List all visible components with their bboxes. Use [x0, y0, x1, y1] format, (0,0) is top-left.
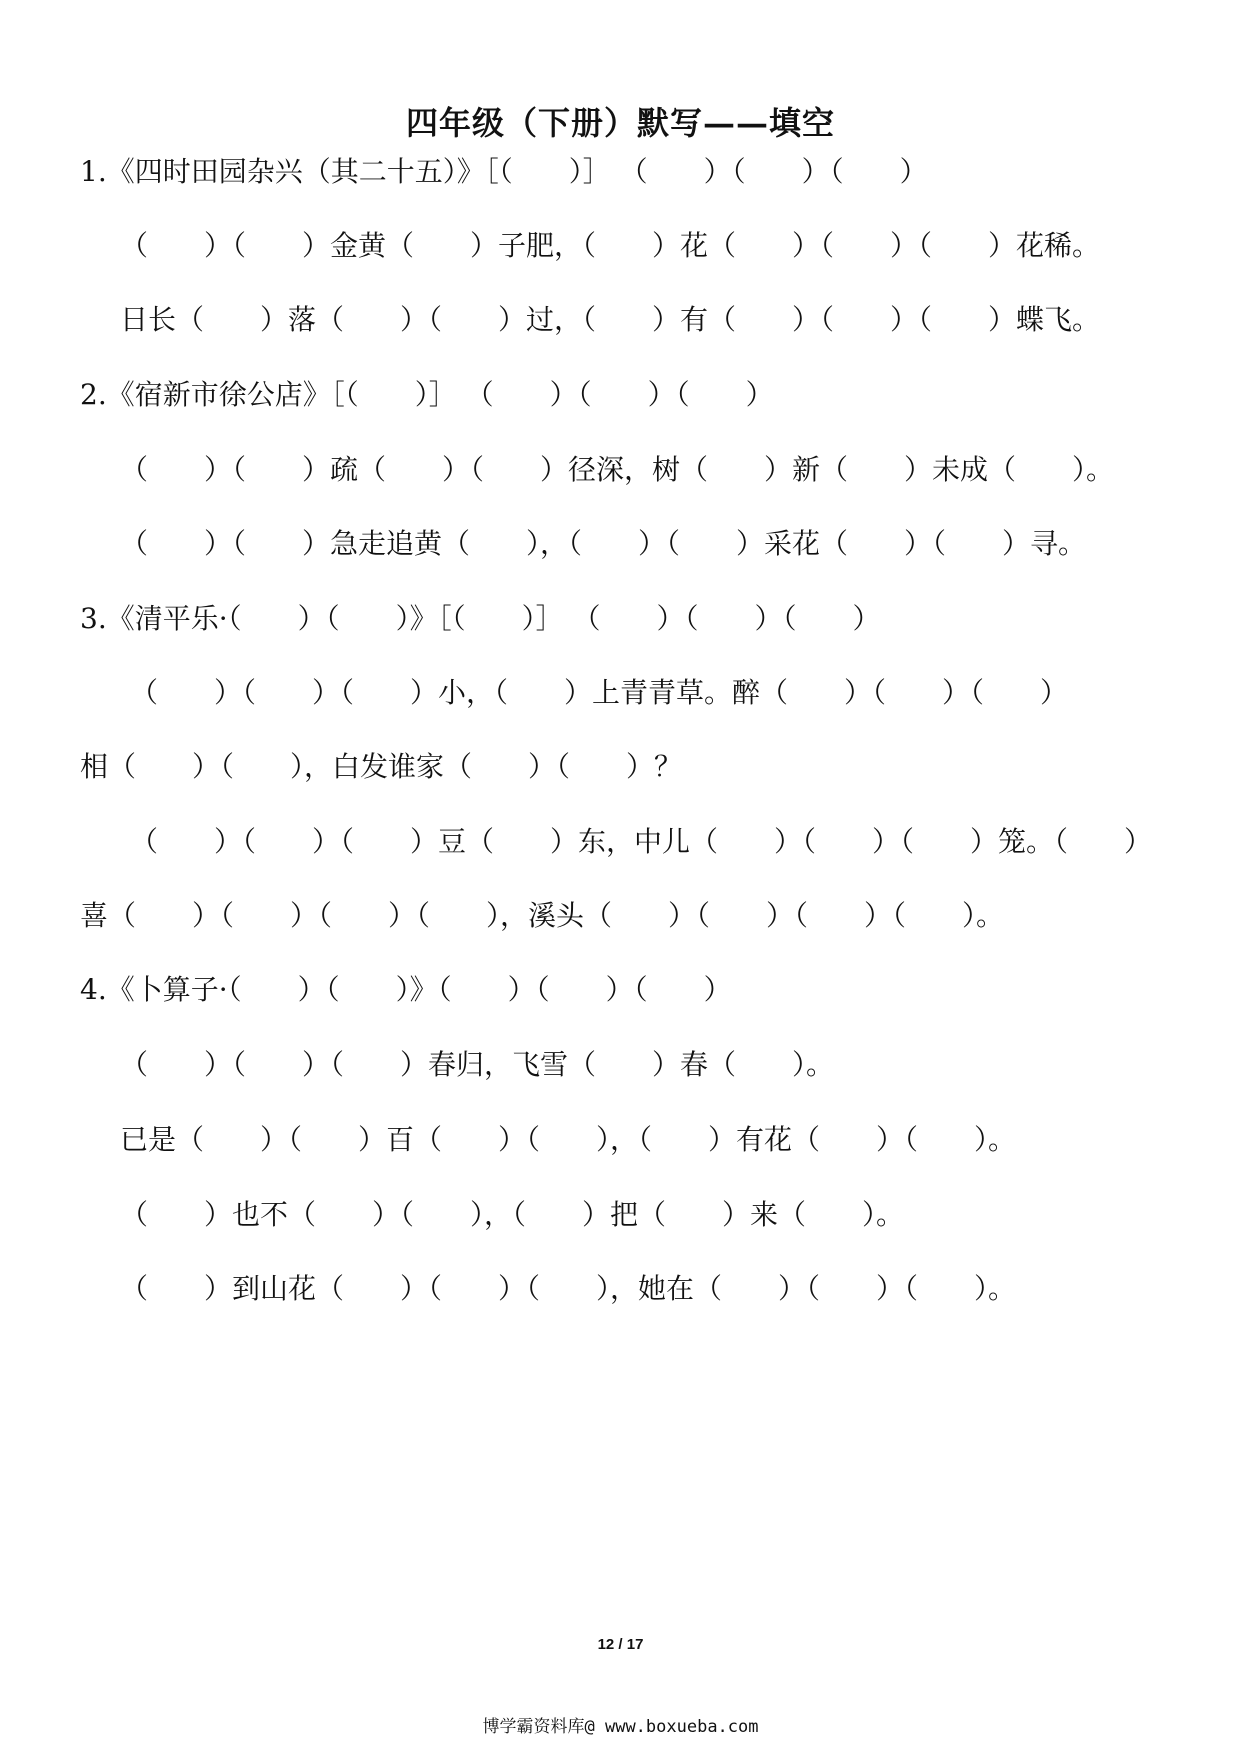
page-number: 12 / 17	[597, 1636, 644, 1653]
question-4-line-3: （ ）也不（ ）（ ），（ ）把（ ）来（ ）。	[120, 1198, 905, 1231]
question-4-line-1: （ ）（ ）（ ）春归，飞雪（ ）春（ ）。	[120, 1048, 835, 1081]
question-3-line-2: 相（ ）（ ），白发谁家（ ）（ ）？	[80, 750, 683, 783]
question-4-line-4: （ ）到山花（ ）（ ）（ ），她在（ ）（ ）（ ）。	[120, 1272, 1017, 1305]
question-1-line-2: 日长（ ）落（ ）（ ）过，（ ）有（ ）（ ）（ ）蝶飞。	[120, 303, 1101, 336]
question-3-line-3: （ ）（ ）（ ）豆（ ）东，中儿（ ）（ ）（ ）笼。（ ）	[130, 825, 1153, 858]
question-4-header: 4.《卜算子·（ ）（ ）》（ ）（ ）（ ）	[80, 973, 732, 1006]
page-title: 四年级（下册）默写——填空	[405, 104, 835, 142]
footer-watermark: 博学霸资料库@ www.boxueba.com	[482, 1717, 759, 1737]
question-3-header: 3.《清平乐·（ ）（ ）》［（ ）］ （ ）（ ）（ ）	[80, 602, 881, 635]
question-1-line-1: （ ）（ ）金黄（ ）子肥，（ ）花（ ）（ ）（ ）花稀。	[120, 229, 1101, 262]
question-4-line-2: 已是（ ）（ ）百（ ）（ ），（ ）有花（ ）（ ）。	[120, 1123, 1017, 1156]
question-1-header: 1.《四时田园杂兴（其二十五）》［（ ）］ （ ）（ ）（ ）	[80, 155, 928, 188]
question-2-line-1: （ ）（ ）疏（ ）（ ）径深，树（ ）新（ ）未成（ ）。	[120, 453, 1115, 486]
question-2-header: 2.《宿新市徐公店》［（ ）］ （ ）（ ）（ ）	[80, 378, 774, 411]
question-3-line-4: 喜（ ）（ ）（ ）（ ），溪头（ ）（ ）（ ）（ ）。	[80, 899, 1005, 932]
question-3-line-1: （ ）（ ）（ ）小，（ ）上青青草。醉（ ）（ ）（ ）	[130, 676, 1069, 709]
question-2-line-2: （ ）（ ）急走追黄（ ），（ ）（ ）采花（ ）（ ）寻。	[120, 527, 1087, 560]
